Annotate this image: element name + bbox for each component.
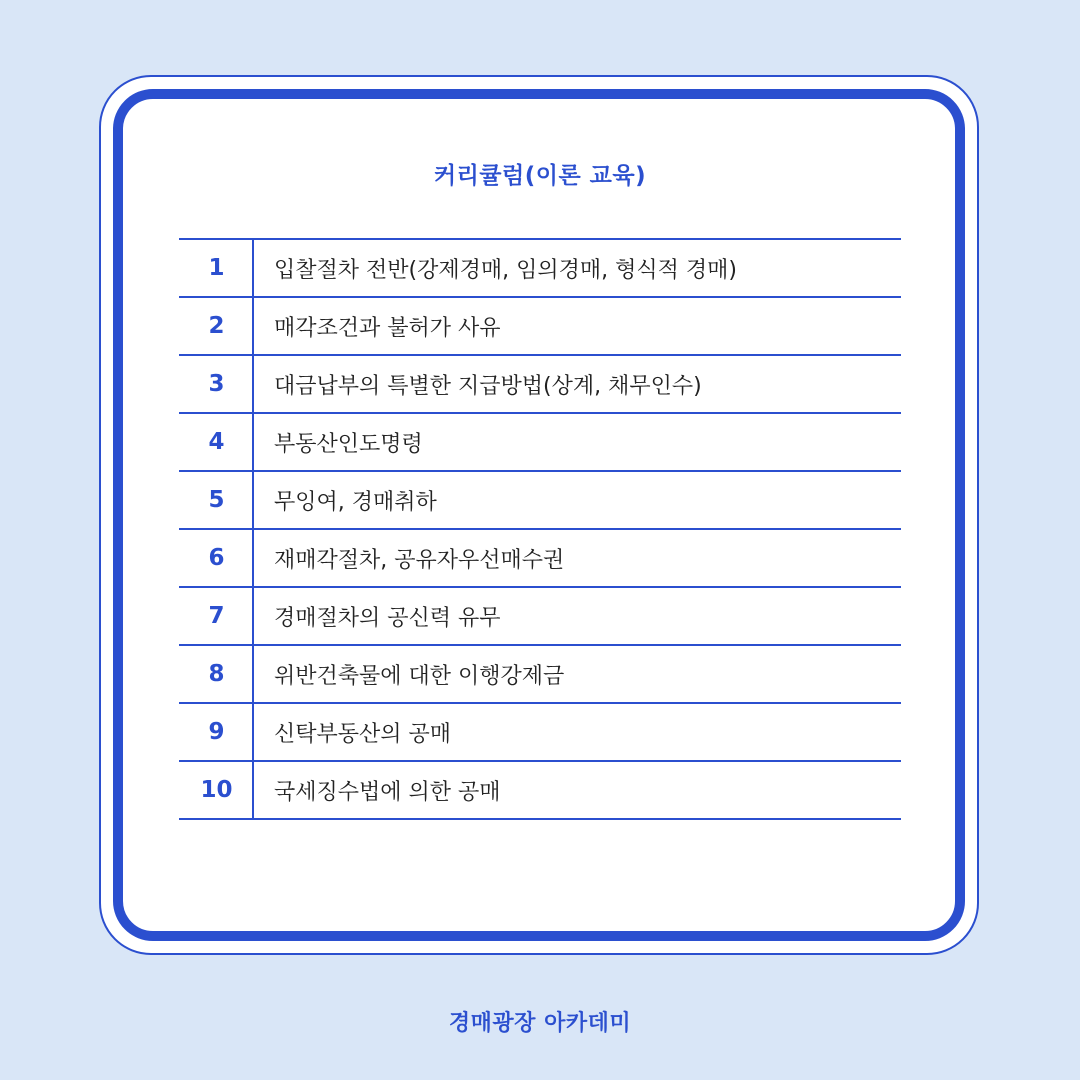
row-number: 1	[179, 240, 254, 296]
row-number: 6	[179, 530, 254, 586]
table-row	[179, 298, 901, 356]
row-number: 10	[179, 762, 254, 818]
row-topic: 부동산인도명령	[274, 431, 423, 457]
row-topic: 신탁부동산의 공매	[274, 721, 452, 747]
row-topic: 경매절차의 공신력 유무	[274, 605, 501, 631]
table-row	[179, 240, 901, 298]
table-row	[179, 472, 901, 530]
table-row	[179, 646, 901, 704]
row-topic: 무잉여, 경매취하	[274, 489, 437, 515]
table-row	[179, 356, 901, 414]
table-row	[179, 414, 901, 472]
row-number: 2	[179, 298, 254, 354]
row-number: 4	[179, 414, 254, 470]
row-number: 7	[179, 588, 254, 644]
table-row	[179, 704, 901, 762]
row-topic: 재매각절차, 공유자우선매수권	[274, 547, 565, 573]
row-number: 5	[179, 472, 254, 528]
curriculum-title: 커리큘럼(이론 교육)	[433, 163, 647, 189]
row-topic: 매각조건과 불허가 사유	[274, 315, 501, 341]
row-topic: 대금납부의 특별한 지급방법(상계, 채무인수)	[274, 373, 702, 399]
row-topic: 위반건축물에 대한 이행강제금	[274, 663, 565, 689]
row-number: 8	[179, 646, 254, 702]
table-row	[179, 588, 901, 646]
academy-footer: 경매광장 아카데미	[448, 1011, 632, 1036]
table-row	[179, 762, 901, 820]
row-topic: 입찰절차 전반(강제경매, 임의경매, 형식적 경매)	[274, 257, 737, 283]
row-number: 3	[179, 356, 254, 412]
row-number: 9	[179, 704, 254, 760]
curriculum-table	[179, 238, 901, 820]
table-row	[179, 530, 901, 588]
row-topic: 국세징수법에 의한 공매	[274, 779, 501, 805]
